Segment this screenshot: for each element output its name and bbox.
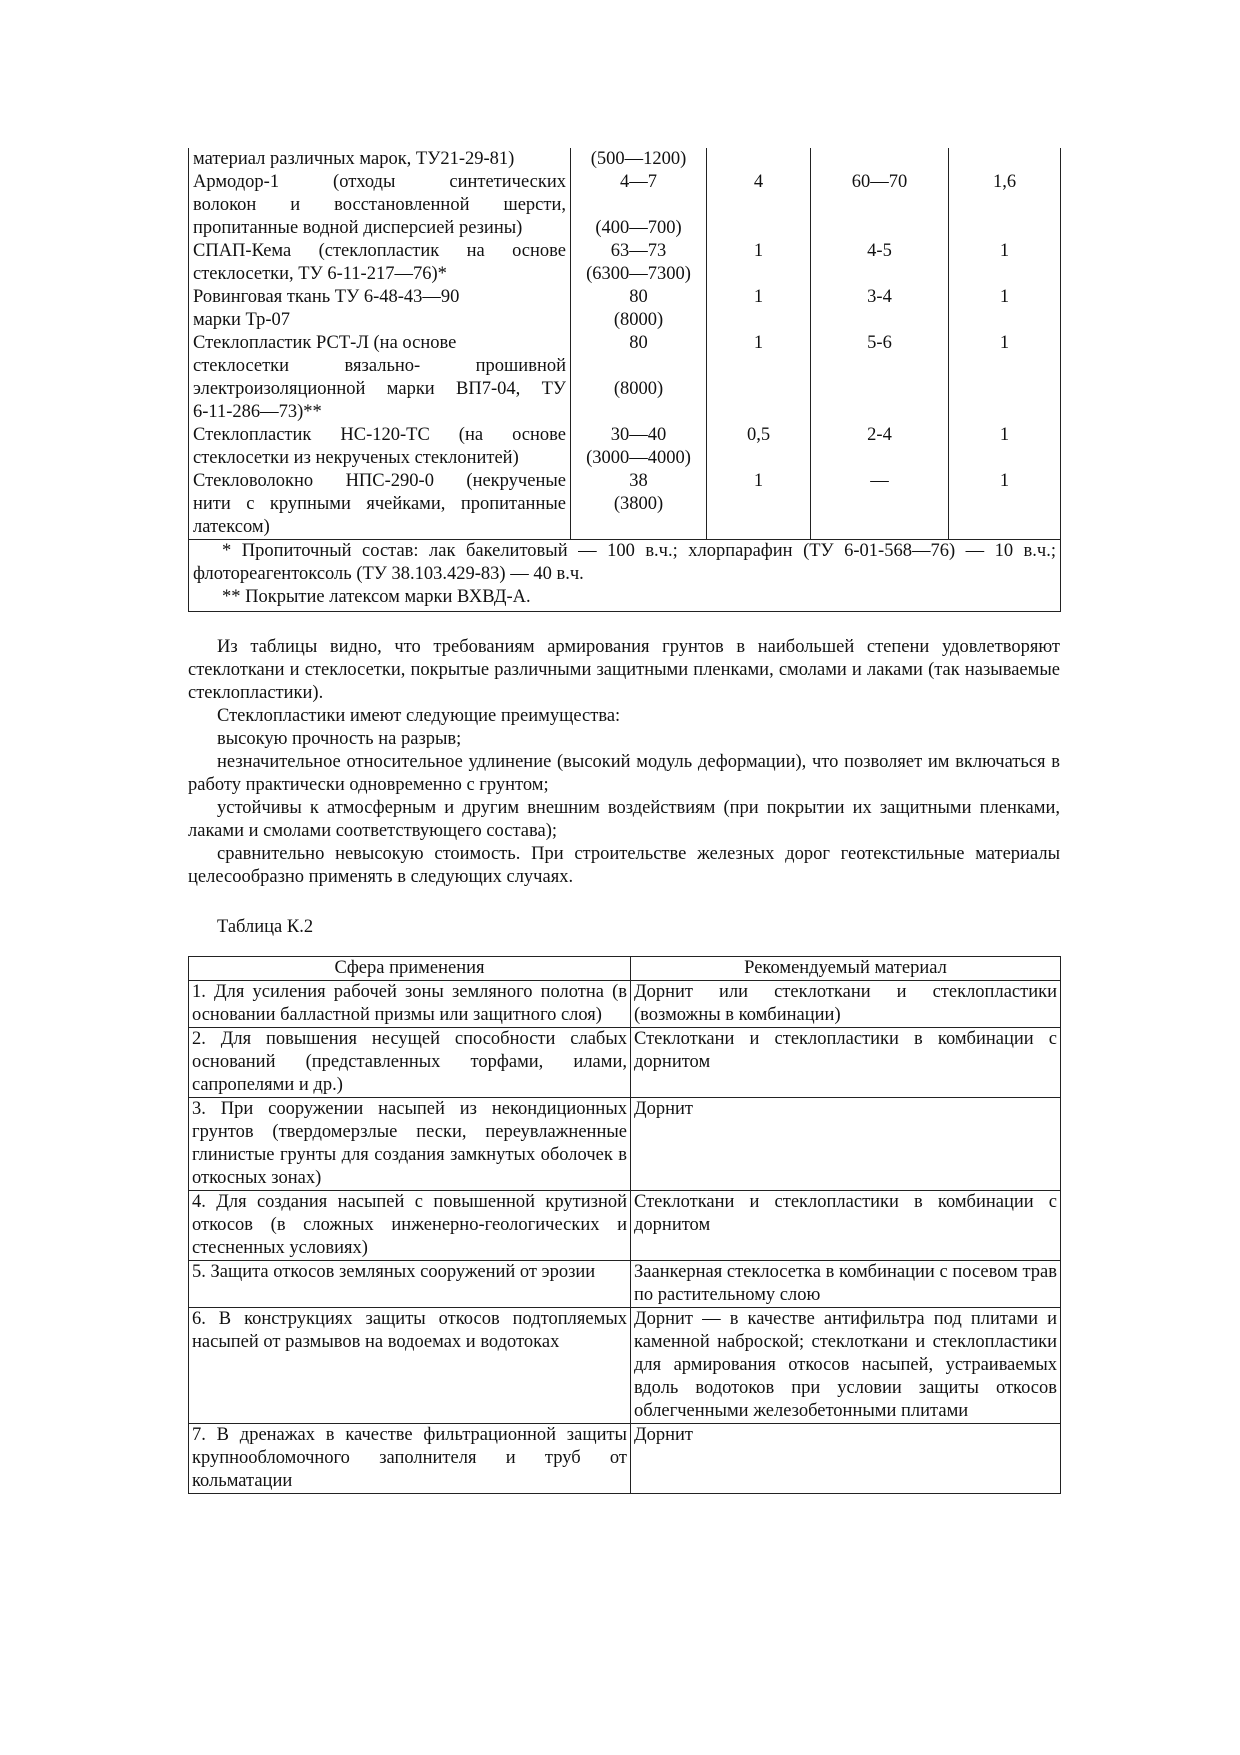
table-row xyxy=(189,424,1061,470)
value-cell-c4: 5-6 xyxy=(811,332,949,424)
strength-line xyxy=(575,355,702,378)
material-cell: Стеклоткани и стеклопластики в комбинации с дорнитом xyxy=(631,1191,1061,1261)
table-notes xyxy=(189,540,1061,612)
table-row xyxy=(189,1308,1061,1424)
material-cell xyxy=(189,240,571,286)
materials-table xyxy=(188,148,1061,612)
material-line: материал различных марок, ТУ21-29-81) xyxy=(193,149,515,169)
table-row xyxy=(189,981,1061,1028)
table-row xyxy=(189,1424,1061,1494)
strength-line: (3000—4000) xyxy=(586,448,691,468)
strength-cell xyxy=(571,286,707,332)
value-cell-c5: 1 xyxy=(949,424,1061,470)
table-header-row xyxy=(189,957,1061,981)
material-line: электроизоляционной марки ВП7-04, ТУ xyxy=(193,379,566,399)
material-cell xyxy=(189,470,571,540)
material-cell: Стеклоткани и стеклопластики в комбинации с дорнитом xyxy=(631,1028,1061,1098)
value-cell-c5: 1 xyxy=(949,286,1061,332)
paragraph-1: Из таблицы видно, что требованиям армирования грунтов в наибольшей степени удовлетворяют стеклоткани и стеклосетки, покрытые различными защитными пленками, смолами и лаками (так называемые стеклопластики). xyxy=(188,637,1060,703)
strength-line: (6300—7300) xyxy=(586,264,691,284)
value-cell-c4 xyxy=(811,148,949,171)
material-line: марки Тр-07 xyxy=(193,310,291,330)
applications-table xyxy=(188,956,1061,1494)
table-row xyxy=(189,171,1061,240)
material-line: стеклосетки из некрученых стеклонитей) xyxy=(193,448,519,468)
material-line: Армодор-1 (отходы синтетических xyxy=(193,172,566,192)
table-row xyxy=(189,470,1061,540)
value-cell-c3: 1 xyxy=(707,286,811,332)
strength-cell xyxy=(571,171,707,240)
document-page xyxy=(188,148,1060,1494)
material-cell xyxy=(189,332,571,424)
material-line: Стекловолокно НПС-290-0 (некрученые xyxy=(193,471,566,491)
scope-cell: 4. Для создания насыпей с повышенной крутизной откосов (в сложных инженерно-геологических и стесненных условиях) xyxy=(189,1191,631,1261)
scope-cell: 2. Для повышения несущей способности слабых оснований (представленных торфами, илами, сапропелями и др.) xyxy=(189,1028,631,1098)
value-cell-c5: 1 xyxy=(949,470,1061,540)
value-cell-c4: — xyxy=(811,470,949,540)
paragraph-2: Стеклопластики имеют следующие преимущества: xyxy=(217,706,621,726)
table-row xyxy=(189,148,1061,171)
value-cell-c4: 4-5 xyxy=(811,240,949,286)
value-cell-c5: 1 xyxy=(949,240,1061,286)
material-line: СПАП-Кема (стеклопластик на основе xyxy=(193,241,566,261)
header-material: Рекомендуемый материал xyxy=(631,957,1061,981)
strength-line: (3800) xyxy=(613,494,664,514)
scope-cell: 1. Для усиления рабочей зоны земляного полотна (в основании балластной призмы или защитного слоя) xyxy=(189,981,631,1028)
strength-cell xyxy=(571,332,707,424)
strength-line: 80 xyxy=(629,333,648,353)
material-cell: Заанкерная стеклосетка в комбинации с посевом трав по растительному слою xyxy=(631,1261,1061,1308)
strength-cell xyxy=(571,148,707,171)
paragraph-6: сравнительно невысокую стоимость. При строительстве железных дорог геотекстильные материалы целесообразно применять в следующих случаях. xyxy=(188,844,1060,887)
strength-line: (400—700) xyxy=(595,218,682,238)
table-row xyxy=(189,1028,1061,1098)
table-row xyxy=(189,240,1061,286)
strength-line: (8000) xyxy=(613,379,664,399)
note-1: * Пропиточный состав: лак бакелитовый — 100 в.ч.; хлорпарафин (ТУ 6-01-568—76) — 10 в.ч.; флотореагентоксоль (ТУ 38.103.429-83) — 40 в.ч. xyxy=(193,541,1056,584)
strength-line: 80 xyxy=(629,287,648,307)
strength-cell xyxy=(571,240,707,286)
material-line: латексом) xyxy=(193,517,270,537)
value-cell-c3: 1 xyxy=(707,470,811,540)
strength-cell xyxy=(571,424,707,470)
material-line: волокон и восстановленной шерсти, xyxy=(193,195,566,215)
table-row xyxy=(189,332,1061,424)
material-line: пропитанные водной дисперсией резины) xyxy=(193,218,523,238)
material-cell: Дорнит или стеклоткани и стеклопластики (возможны в комбинации) xyxy=(631,981,1061,1028)
strength-line xyxy=(575,194,702,217)
strength-line: 30—40 xyxy=(610,425,667,445)
material-line: 6-11-286—73)** xyxy=(193,402,322,422)
value-cell-c3: 1 xyxy=(707,240,811,286)
material-cell: Дорнит xyxy=(631,1424,1061,1494)
scope-cell: 3. При сооружении насыпей из некондиционных грунтов (твердомерзлые пески, переувлажненные глинистые грунты для создания замкнутых оболочек в откосных зонах) xyxy=(189,1098,631,1191)
material-line: Стеклопластик РСТ-Л (на основе xyxy=(193,333,457,353)
strength-line: (500—1200) xyxy=(590,149,687,169)
note-2: ** Покрытие латексом марки ВХВД-А. xyxy=(222,587,531,607)
header-scope: Сфера применения xyxy=(189,957,631,981)
strength-line: 63—73 xyxy=(610,241,667,261)
material-cell xyxy=(189,286,571,332)
material-line: Стеклопластик НС-120-ТС (на основе xyxy=(193,425,566,445)
material-line: стеклосетки вязально- прошивной xyxy=(193,356,566,376)
material-line: стеклосетки, ТУ 6-11-217—76)* xyxy=(193,264,447,284)
strength-line: 4—7 xyxy=(620,172,657,192)
material-line: нити с крупными ячейками, пропитанные xyxy=(193,494,566,514)
strength-line: (8000) xyxy=(613,310,664,330)
value-cell-c4: 3-4 xyxy=(811,286,949,332)
value-cell-c3: 1 xyxy=(707,332,811,424)
value-cell-c4: 2-4 xyxy=(811,424,949,470)
value-cell-c5: 1,6 xyxy=(949,171,1061,240)
table-row xyxy=(189,1191,1061,1261)
material-cell: Дорнит xyxy=(631,1098,1061,1191)
value-cell-c3: 0,5 xyxy=(707,424,811,470)
paragraph-4: незначительное относительное удлинение (высокий модуль деформации), что позволяет им включаться в работу практически одновременно с грунтом; xyxy=(188,752,1060,795)
strength-cell xyxy=(571,470,707,540)
table-row xyxy=(189,1098,1061,1191)
material-cell xyxy=(189,424,571,470)
paragraph-5: устойчивы к атмосферным и другим внешним воздействиям (при покрытии их защитными пленками, лаками и смолами соответствующего состава); xyxy=(188,798,1060,841)
strength-line: 38 xyxy=(629,471,648,491)
table-caption: Таблица К.2 xyxy=(217,917,314,937)
table-row xyxy=(189,286,1061,332)
body-text xyxy=(188,636,1060,889)
scope-cell: 7. В дренажах в качестве фильтрационной защиты крупнообломочного заполнителя и труб от кольматации xyxy=(189,1424,631,1494)
value-cell-c3: 4 xyxy=(707,171,811,240)
scope-cell: 6. В конструкциях защиты откосов подтопляемых насыпей от размывов на водоемах и водотоках xyxy=(189,1308,631,1424)
value-cell-c3 xyxy=(707,148,811,171)
material-cell xyxy=(189,171,571,240)
material-cell xyxy=(189,148,571,171)
scope-cell: 5. Защита откосов земляных сооружений от эрозии xyxy=(189,1261,631,1308)
table-row xyxy=(189,1261,1061,1308)
value-cell-c4: 60—70 xyxy=(811,171,949,240)
material-cell: Дорнит — в качестве антифильтра под плитами и каменной наброской; стеклоткани и стеклопластики для армирования откосов насыпей, устраиваемых вдоль водотоков при условии защиты откосов облегченными железобетонными плитами xyxy=(631,1308,1061,1424)
value-cell-c5: 1 xyxy=(949,332,1061,424)
value-cell-c5 xyxy=(949,148,1061,171)
material-line: Ровинговая ткань ТУ 6-48-43—90 xyxy=(193,287,460,307)
paragraph-3: высокую прочность на разрыв; xyxy=(217,729,462,749)
